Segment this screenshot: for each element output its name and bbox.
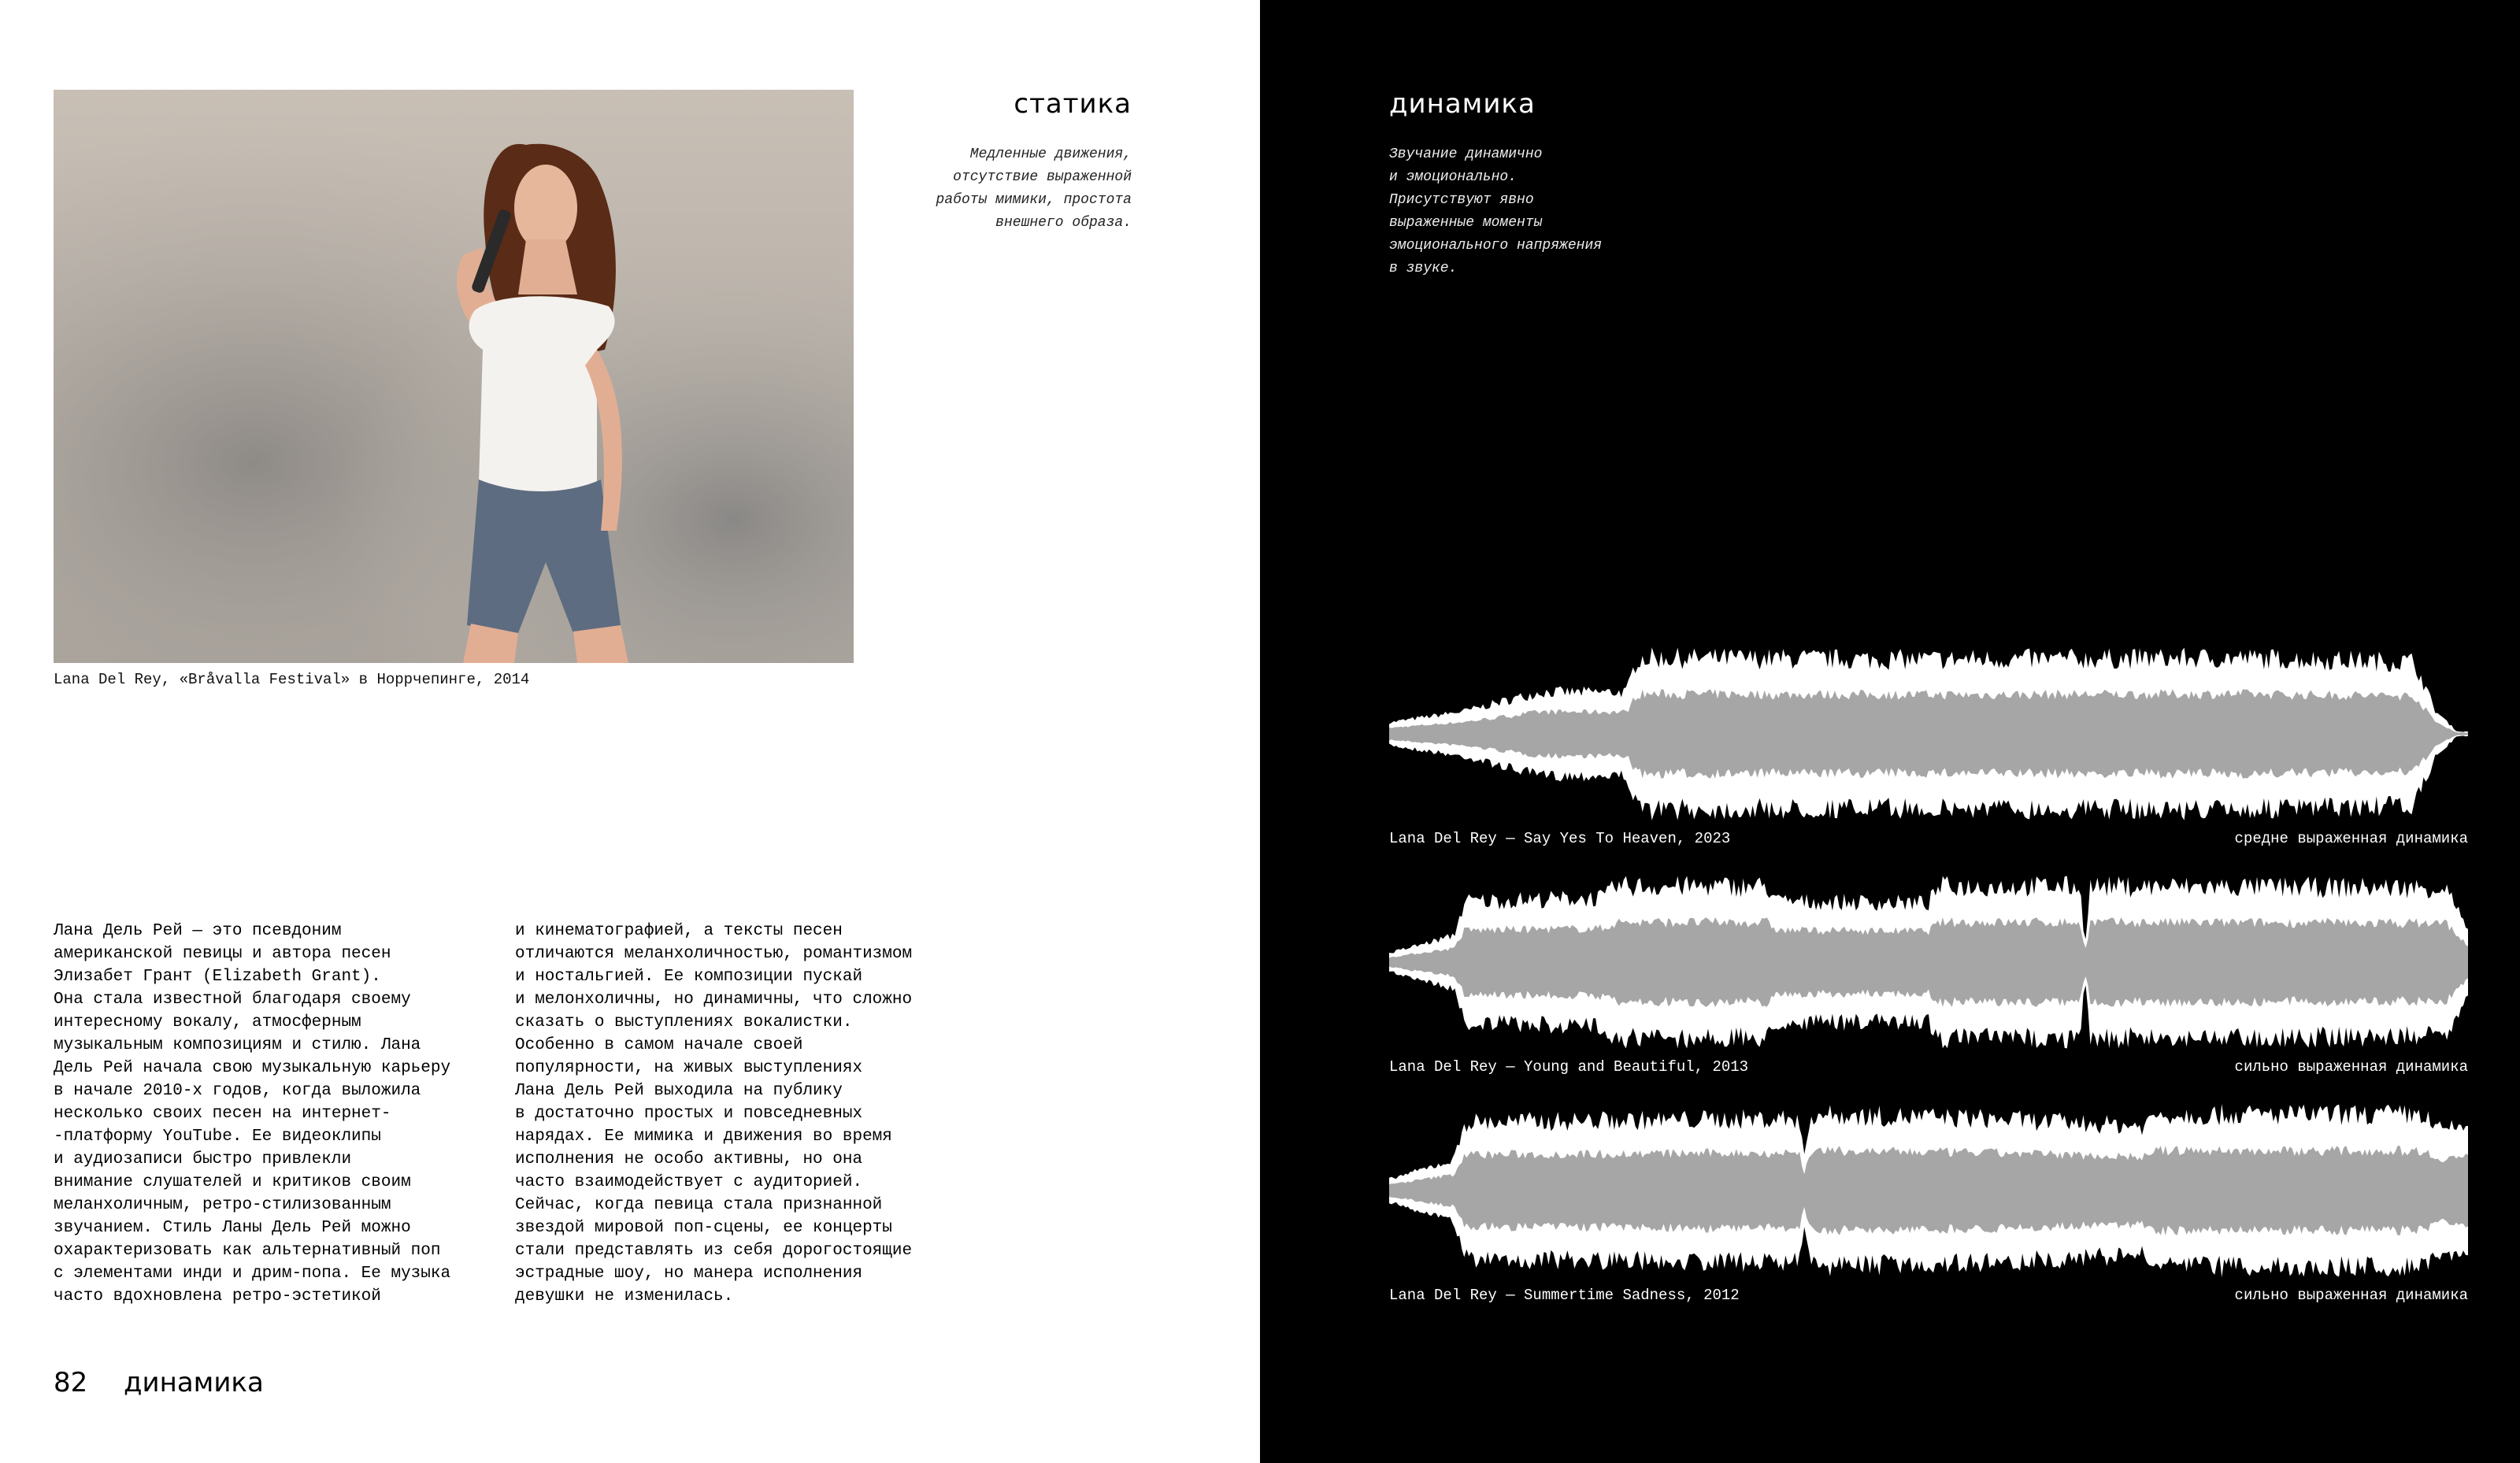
track-dynamics-level: сильно выраженная динамика — [2234, 1287, 2468, 1304]
body-line: звездой мировой поп-сцены, ее концерты — [515, 1219, 892, 1237]
dynamics-description — [1389, 143, 1673, 280]
static-description-line: внешнего образа. — [995, 215, 1132, 231]
body-line: девушки не изменилась. — [515, 1287, 734, 1306]
page-number: 82 — [54, 1367, 88, 1398]
dynamics-description-line: Звучание динамично — [1389, 146, 1543, 162]
dynamics-description-line: выраженные моменты — [1389, 215, 1543, 231]
body-line: сказать о выступлениях вокалистки. — [515, 1013, 853, 1032]
body-line: в начале 2010-х годов, когда выложила — [54, 1082, 421, 1100]
static-description — [872, 143, 1132, 235]
waveform-inner — [1389, 1146, 2468, 1235]
waveform-young-and-beautiful — [1389, 874, 2468, 1050]
body-column-2 — [515, 920, 956, 1308]
body-line: музыкальным композициям и стилю. Лана — [54, 1036, 421, 1054]
body-line: звучанием. Стиль Ланы Дель Рей можно — [54, 1219, 411, 1237]
static-description-line: работы мимики, простота — [936, 192, 1132, 208]
dynamics-heading: динамика — [1389, 88, 1536, 120]
body-line: часто вдохновлена ретро-эстетикой — [54, 1287, 381, 1306]
static-heading: статика — [1014, 88, 1132, 120]
body-line: Она стала известной благодаря своему — [54, 991, 411, 1009]
static-description-line: Медленные движения, — [969, 146, 1132, 162]
right-page — [1260, 0, 2520, 1463]
body-line: исполнения не особо активны, но она — [515, 1150, 863, 1169]
body-line: и кинематографией, а тексты песен — [515, 922, 843, 940]
body-line: -платформу YouTube. Ее видеоклипы — [54, 1128, 381, 1146]
static-description-line: отсутствие выраженной — [953, 169, 1132, 185]
concert-photo — [54, 90, 854, 663]
body-line: Особенно в самом начале своей — [515, 1036, 803, 1054]
track-label-summertime-sadness: Lana Del Rey — Summertime Sadness, 2012 — [1389, 1287, 1740, 1304]
dynamics-description-line: Присутствуют явно — [1389, 192, 1534, 208]
body-line: Дель Рей начала свою музыкальную карьеру — [54, 1059, 451, 1077]
body-line: несколько своих песен на интернет- — [54, 1105, 391, 1123]
track-dynamics-level: сильно выраженная динамика — [2234, 1058, 2468, 1076]
dynamics-description-line: эмоционального напряжения — [1389, 238, 1603, 254]
body-line: в достаточно простых и повседневных — [515, 1105, 863, 1123]
body-line: Элизабет Грант (Elizabeth Grant). — [54, 968, 381, 986]
body-line: популярности, на живых выступлениях — [515, 1059, 863, 1077]
body-line: стали представлять из себя дорогостоящие — [515, 1242, 913, 1260]
waveform-say-yes-to-heaven — [1389, 646, 2468, 822]
track-label-young-and-beautiful: Lana Del Rey — Young and Beautiful, 2013 — [1389, 1058, 1749, 1076]
body-line: интересному вокалу, атмосферным — [54, 1013, 361, 1032]
body-line: с элементами инди и дрим-попа. Ее музыка — [54, 1265, 451, 1283]
body-line: американской певицы и автора песен — [54, 945, 391, 963]
body-line: и мелонхоличны, но динамичны, что сложно — [515, 991, 913, 1009]
body-line: Лана Дель Рей — это псевдоним — [54, 922, 342, 940]
dynamics-description-line: в звуке. — [1389, 261, 1458, 276]
body-line: внимание слушателей и критиков своим — [54, 1173, 411, 1191]
track-dynamics-level: средне выраженная динамика — [2234, 830, 2468, 847]
track-label-say-yes-to-heaven: Lana Del Rey — Say Yes To Heaven, 2023 — [1389, 830, 1731, 847]
body-line: и ностальгией. Ее композиции пускай — [515, 968, 863, 986]
body-line: охарактеризовать как альтернативный поп — [54, 1242, 441, 1260]
body-line: нарядах. Ее мимика и движения во время — [515, 1128, 892, 1146]
body-column-1 — [54, 920, 495, 1308]
photo-caption: Lana Del Rey, «Bråvalla Festival» в Норрчепинге, 2014 — [54, 671, 530, 688]
body-line: Лана Дель Рей выходила на публику — [515, 1082, 843, 1100]
waveform-summertime-sadness — [1389, 1102, 2468, 1279]
body-line: Сейчас, когда певица стала признанной — [515, 1196, 883, 1214]
dynamics-description-line: и эмоционально. — [1389, 169, 1518, 185]
body-line: часто взаимодействует с аудиторией. — [515, 1173, 863, 1191]
body-line: эстрадные шоу, но манера исполнения — [515, 1265, 863, 1283]
body-line: меланхоличным, ретро-стилизованным — [54, 1196, 391, 1214]
page-section-title: динамика — [124, 1367, 264, 1398]
body-line: отличаются меланхоличностью, романтизмом — [515, 945, 913, 963]
body-line: и аудиозаписи быстро привлекли — [54, 1150, 352, 1169]
